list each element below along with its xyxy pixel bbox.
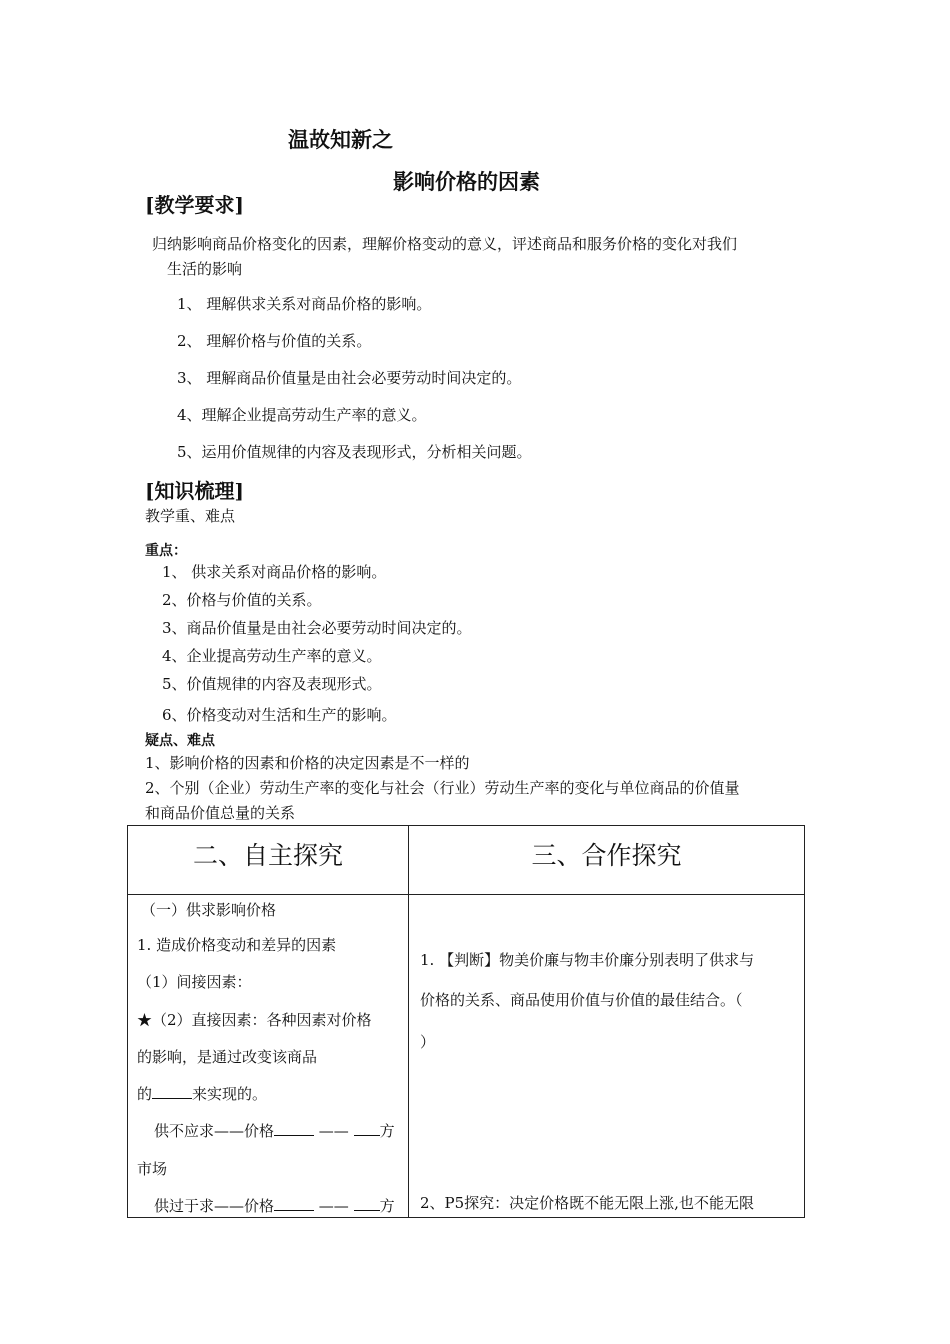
cooperative-line-3: ） <box>420 1033 436 1051</box>
key-point-5: 5、价值规律的内容及表现形式。 <box>162 675 382 693</box>
fill-blank[interactable] <box>354 1196 380 1211</box>
difficult-points-label: 疑点、难点 <box>145 733 215 749</box>
knowledge-subheading: 教学重、难点 <box>145 507 236 525</box>
requirements-intro-line1: 归纳影响商品价格变化的因素，理解价格变动的意义，评述商品和服务价格的变化对我们 <box>152 235 738 253</box>
fill-blank[interactable] <box>274 1196 314 1211</box>
title-line2: 影响价格的因素 <box>393 170 540 194</box>
self-study-cell <box>128 895 409 1218</box>
requirement-item-2: 2、 理解价格与价值的关系。 <box>177 332 372 350</box>
fill-blank[interactable] <box>354 1121 380 1136</box>
cooperative-line-1: 1. 【判断】物美价廉与物丰价廉分别表明了供求与 <box>420 951 755 969</box>
cooperative-cell <box>409 895 805 1218</box>
cooperative-line-4: 2、P5探究：决定价格既不能无限上涨,也不能无限 <box>420 1194 754 1212</box>
self-study-line-9 <box>154 1195 395 1216</box>
difficult-point-2: 2、个别（企业）劳动生产率的变化与社会（行业）劳动生产率的变化与单位商品的价值量 <box>145 779 740 797</box>
shortage-end: 方 <box>379 1122 395 1140</box>
self-study-line-8: 市场 <box>137 1160 168 1178</box>
self-study-line-3: （1）间接因素： <box>137 973 252 991</box>
key-point-1: 1、 供求关系对商品价格的影响。 <box>162 563 387 581</box>
fill-blank[interactable] <box>152 1084 192 1099</box>
requirement-item-1: 1、 理解供求关系对商品价格的影响。 <box>177 295 432 313</box>
cooperative-line-2: 价格的关系、商品使用价值与价值的最佳结合。（ <box>420 991 743 1009</box>
surplus-label: 供过于求——价格 <box>154 1197 275 1215</box>
worksheet-table <box>127 825 805 1218</box>
title-line1: 温故知新之 <box>288 128 393 152</box>
requirement-item-3: 3、 理解商品价值量是由社会必要劳动时间决定的。 <box>177 369 522 387</box>
self-study-line-2: 1. 造成价格变动和差异的因素 <box>137 936 337 954</box>
self-study-line-6 <box>137 1083 267 1104</box>
self-study-line-7 <box>154 1120 395 1141</box>
requirement-item-4: 4、理解企业提高劳动生产率的意义。 <box>177 406 427 424</box>
self-study-line-6-end: 来实现的。 <box>192 1085 268 1103</box>
self-study-line-6-start: 的 <box>137 1085 153 1103</box>
left-header: 二、自主探究 <box>192 841 343 870</box>
surplus-dash: —— <box>318 1197 349 1215</box>
fill-blank[interactable] <box>274 1121 314 1136</box>
shortage-dash: —— <box>318 1122 349 1140</box>
surplus-end: 方 <box>379 1197 395 1215</box>
key-point-2: 2、价格与价值的关系。 <box>162 591 322 609</box>
self-study-line-1: （一）供求影响价格 <box>141 901 277 919</box>
self-study-line-4: ★（2）直接因素：各种因素对价格 <box>137 1011 372 1029</box>
key-point-3: 3、商品价值量是由社会必要劳动时间决定的。 <box>162 619 472 637</box>
requirements-intro-line2: 生活的影响 <box>167 260 243 278</box>
right-header: 三、合作探究 <box>531 841 682 870</box>
requirement-item-5: 5、运用价值规律的内容及表现形式，分析相关问题。 <box>177 443 532 461</box>
self-study-line-5: 的影响，是通过改变该商品 <box>137 1048 318 1066</box>
requirements-heading: [教学要求] <box>145 193 244 217</box>
key-points-label: 重点： <box>145 543 187 559</box>
right-header-cell <box>409 826 805 895</box>
shortage-label: 供不应求——价格 <box>154 1122 275 1140</box>
left-header-cell <box>128 826 409 895</box>
knowledge-heading: [知识梳理] <box>145 479 244 503</box>
difficult-point-1: 1、影响价格的因素和价格的决定因素是不一样的 <box>145 754 470 772</box>
key-point-4: 4、企业提高劳动生产率的意义。 <box>162 647 382 665</box>
difficult-point-2-cont: 和商品价值总量的关系 <box>145 804 296 822</box>
key-point-6: 6、价格变动对生活和生产的影响。 <box>162 706 397 724</box>
